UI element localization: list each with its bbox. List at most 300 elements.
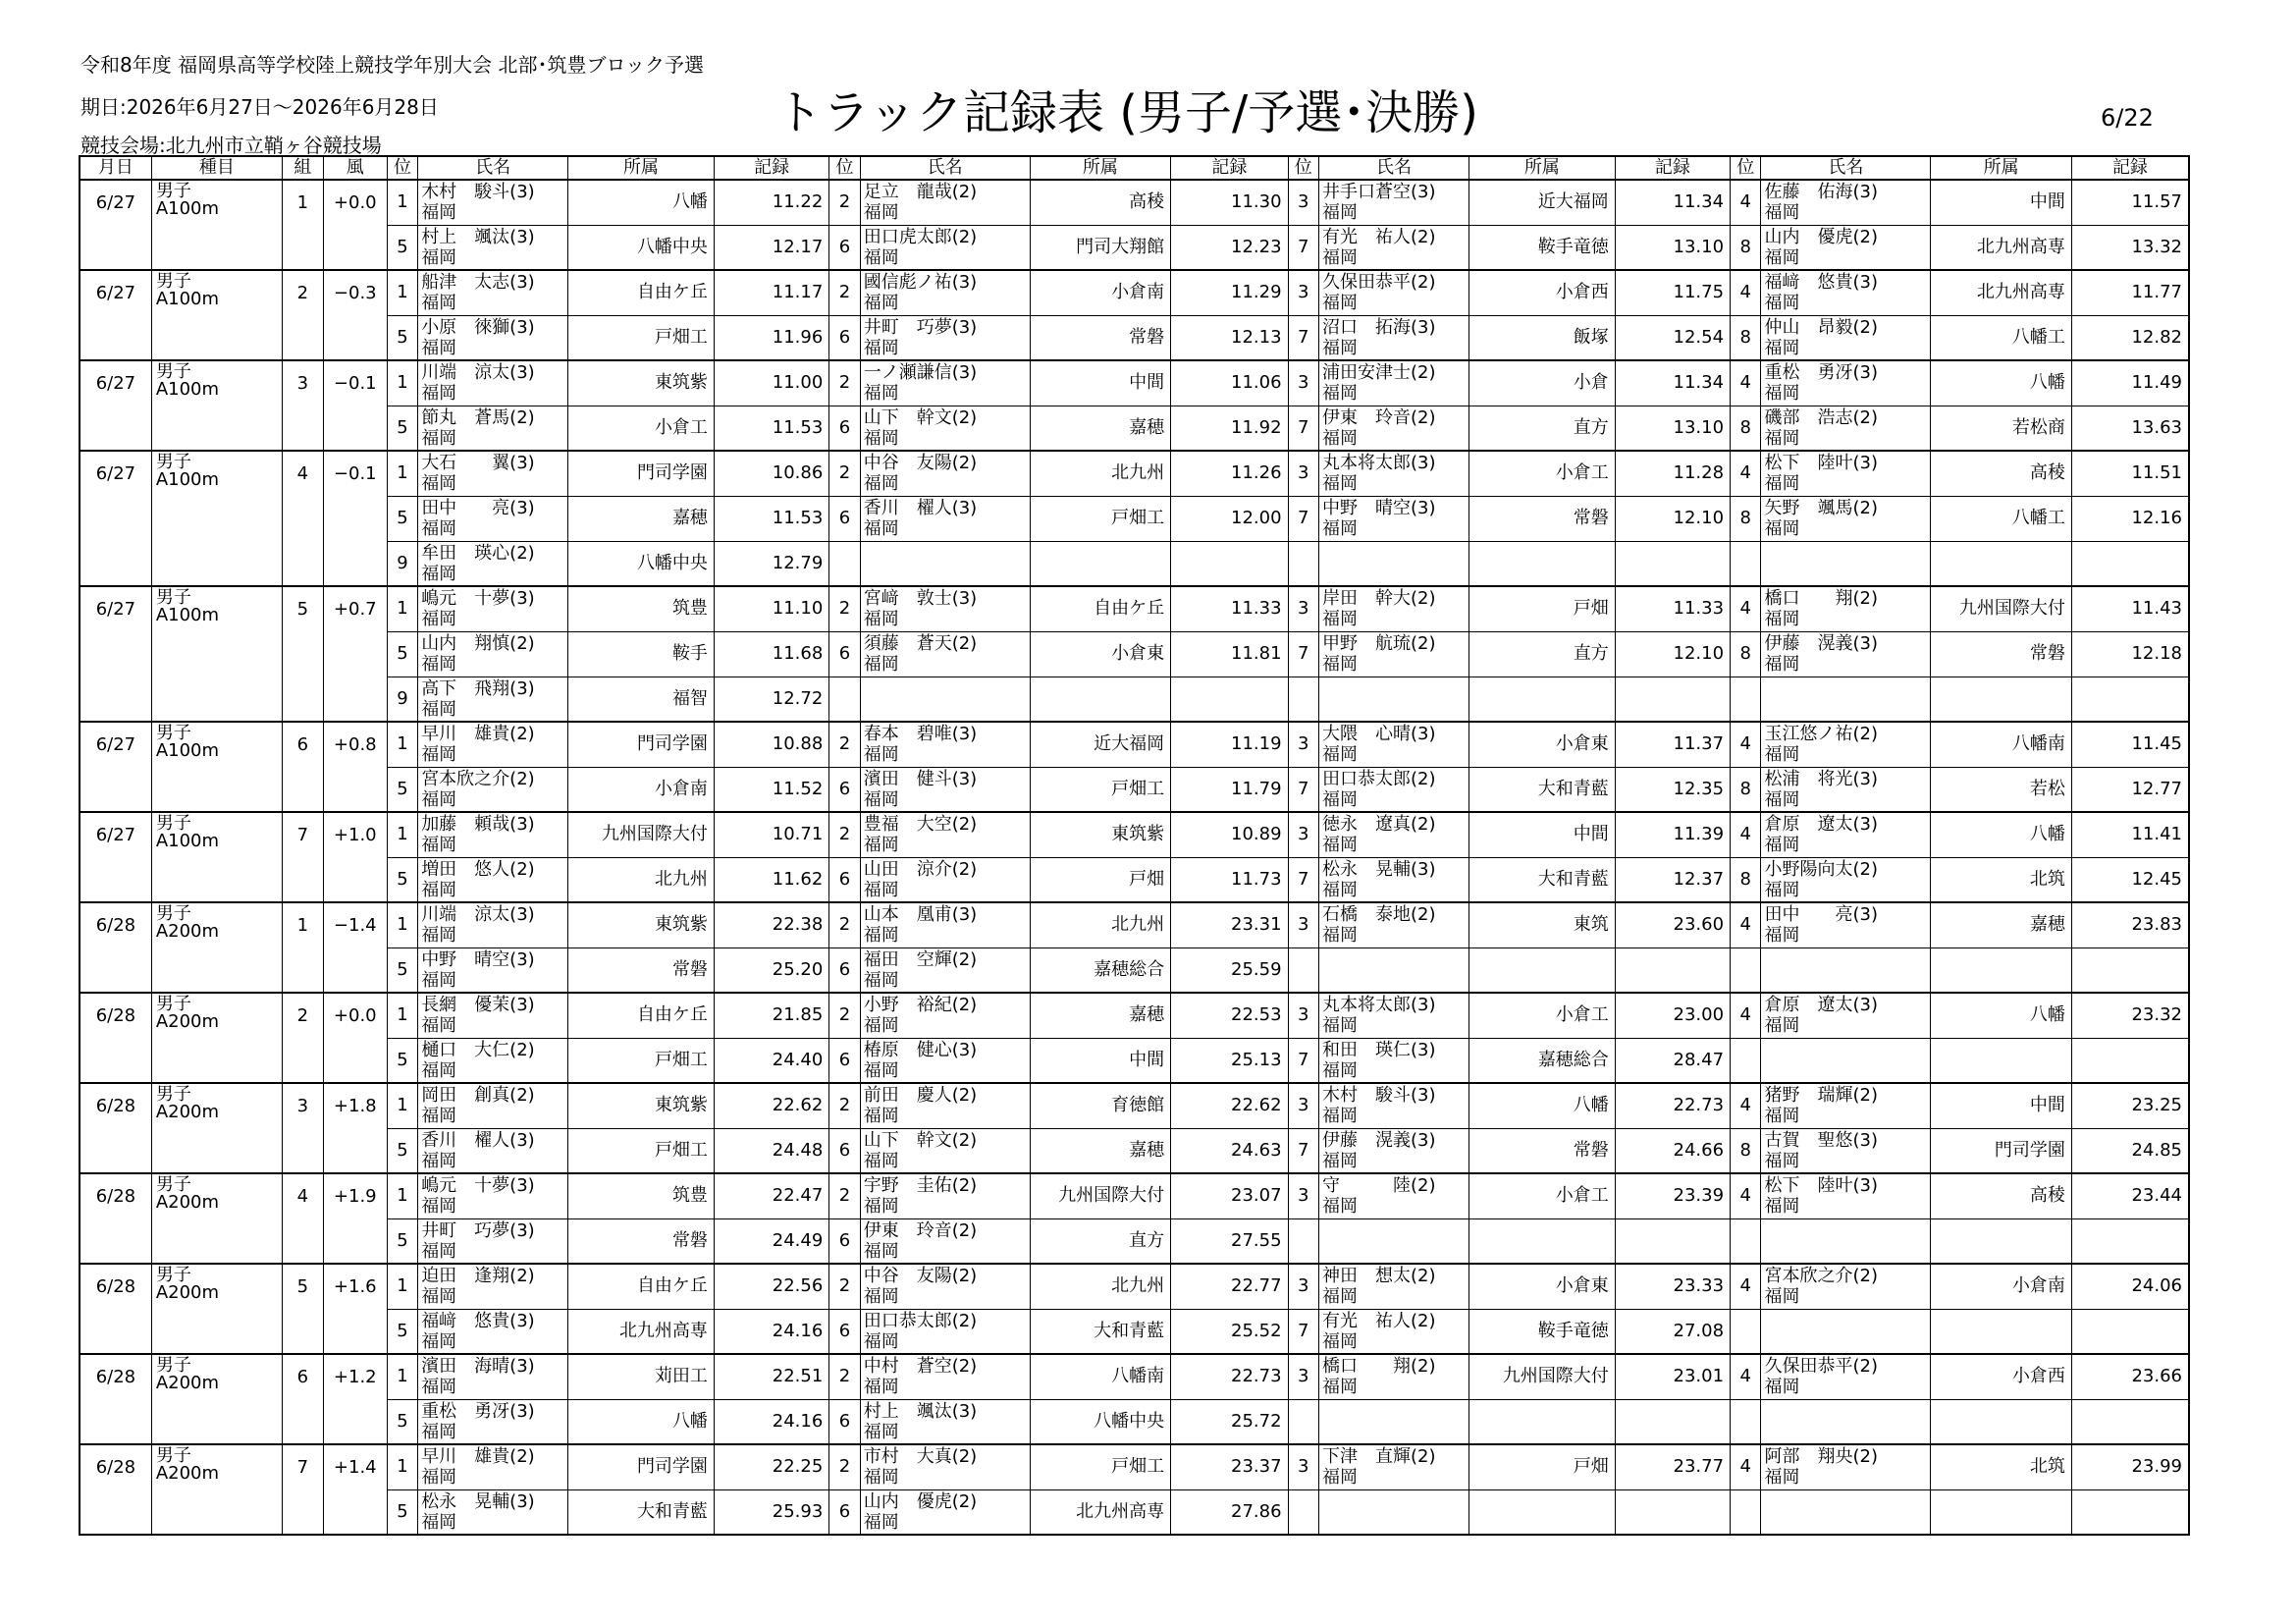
record-cell: 23.00 (1615, 993, 1730, 1038)
place-cell: 4 (1731, 360, 1761, 406)
athlete-cell (418, 1038, 568, 1083)
table-row (80, 1218, 2189, 1264)
athlete-cell (1761, 225, 1931, 270)
table-row (80, 631, 2189, 677)
athlete-cell (418, 1218, 568, 1264)
place-cell: 1 (387, 1264, 417, 1309)
school-cell: 九州国際大付 (1931, 586, 2072, 631)
athlete-name: 伊東 玲音(2) (863, 1219, 978, 1241)
athlete-cell (418, 1309, 568, 1354)
athlete-cell (1761, 1444, 1931, 1489)
athlete-name: 井町 巧夢(3) (421, 1219, 535, 1241)
athlete-prefecture: 福岡 (1764, 744, 1800, 765)
empty-cell (1615, 677, 1730, 722)
athlete-name: 小野陽向太(2) (1764, 858, 1878, 880)
athlete-cell (860, 496, 1030, 541)
wind-cell: +1.0 (323, 812, 387, 902)
place-cell: 2 (829, 1444, 860, 1489)
empty-cell (1030, 677, 1171, 722)
athlete-prefecture: 福岡 (863, 925, 899, 946)
athlete-prefecture: 福岡 (863, 293, 899, 313)
record-cell: 25.13 (1171, 1038, 1288, 1083)
place-cell: 2 (829, 1264, 860, 1309)
event-cell (151, 1173, 282, 1264)
athlete-name: 井手口蒼空(3) (1321, 182, 1436, 202)
empty-cell (1030, 541, 1171, 586)
event-sex: 男子 (155, 181, 191, 201)
athlete-prefecture: 福岡 (863, 835, 899, 855)
record-cell: 24.06 (2071, 1264, 2189, 1309)
school-cell: 戸畑工 (1030, 496, 1171, 541)
athlete-prefecture: 福岡 (1321, 202, 1358, 223)
school-cell: 北九州 (1030, 451, 1171, 496)
empty-cell (1615, 947, 1730, 993)
athlete-prefecture: 福岡 (1321, 788, 1358, 810)
athlete-prefecture: 福岡 (1764, 1286, 1800, 1307)
athlete-name: 倉原 遼太(3) (1764, 995, 1878, 1015)
event-name: A100m (155, 289, 220, 309)
record-cell: 21.85 (714, 993, 828, 1038)
event-name: A100m (155, 379, 220, 400)
record-cell: 11.96 (714, 315, 828, 360)
athlete-prefecture: 福岡 (421, 1467, 457, 1488)
athlete-prefecture: 福岡 (1764, 517, 1800, 539)
record-cell: 11.10 (714, 586, 828, 631)
athlete-cell (860, 1489, 1030, 1535)
place-cell: 4 (1731, 1173, 1761, 1218)
athlete-prefecture: 福岡 (863, 202, 899, 223)
athlete-prefecture: 福岡 (421, 1106, 457, 1126)
place-cell: 1 (387, 722, 417, 767)
school-cell: 大和青藍 (1030, 1309, 1171, 1354)
school-cell: 嘉穂総合 (1468, 1038, 1615, 1083)
athlete-name: 高下 飛翔(3) (421, 677, 535, 699)
record-cell: 12.10 (1615, 631, 1730, 677)
athlete-name: 松下 陸叶(3) (1764, 1175, 1878, 1196)
table-row (80, 812, 2189, 857)
record-cell: 24.85 (2071, 1128, 2189, 1173)
record-cell: 23.99 (2071, 1444, 2189, 1489)
empty-cell (1615, 1399, 1730, 1444)
column-header: 位 (1288, 156, 1318, 180)
athlete-cell (860, 225, 1030, 270)
record-cell: 11.51 (2071, 451, 2189, 496)
athlete-prefecture: 福岡 (1764, 1106, 1800, 1126)
place-cell: 4 (1731, 902, 1761, 947)
athlete-prefecture: 福岡 (1321, 653, 1358, 675)
athlete-cell (1761, 496, 1931, 541)
place-cell: 3 (1288, 586, 1318, 631)
athlete-cell (860, 315, 1030, 360)
event-cell (151, 360, 282, 451)
athlete-cell (418, 857, 568, 902)
athlete-prefecture: 福岡 (1321, 473, 1358, 494)
athlete-cell (418, 451, 568, 496)
athlete-prefecture: 福岡 (863, 1421, 899, 1442)
athlete-prefecture: 福岡 (1764, 1467, 1800, 1488)
place-cell: 4 (1731, 993, 1761, 1038)
school-cell: 八幡 (1931, 812, 2072, 857)
results-table (79, 155, 2190, 1536)
record-cell: 12.82 (2071, 315, 2189, 360)
place-cell: 6 (829, 767, 860, 812)
athlete-prefecture: 福岡 (421, 744, 457, 765)
place-cell: 3 (1288, 812, 1318, 857)
event-name: A100m (155, 605, 220, 625)
athlete-prefecture: 福岡 (421, 1330, 457, 1352)
school-cell: 嘉穂 (568, 496, 715, 541)
athlete-prefecture: 福岡 (863, 383, 899, 404)
place-cell: 6 (829, 1309, 860, 1354)
empty-cell (1171, 677, 1288, 722)
athlete-cell (860, 1083, 1030, 1128)
athlete-name: 井町 巧夢(3) (863, 316, 978, 338)
column-header: 所属 (1931, 156, 2072, 180)
place-cell: 7 (1288, 1128, 1318, 1173)
column-header: 所属 (1468, 156, 1615, 180)
event-cell (151, 722, 282, 812)
meet-title: 令和8年度 福岡県高等学校陸上競技学年別大会 北部･筑豊ブロック予選 (80, 53, 705, 77)
table-row (80, 1264, 2189, 1309)
record-cell: 23.33 (1615, 1264, 1730, 1309)
athlete-name: 香川 櫂人(3) (863, 497, 978, 518)
record-cell: 11.53 (714, 496, 828, 541)
empty-cell (1931, 1399, 2072, 1444)
school-cell: 東筑 (1468, 902, 1615, 947)
record-cell: 10.71 (714, 812, 828, 857)
record-cell: 11.62 (714, 857, 828, 902)
wind-cell: −0.3 (323, 270, 387, 360)
school-cell: 北筑 (1931, 857, 2072, 902)
table-row (80, 1354, 2189, 1399)
athlete-name: 豊福 大空(2) (863, 814, 978, 835)
record-cell: 11.28 (1615, 451, 1730, 496)
athlete-cell (1761, 180, 1931, 225)
record-cell: 24.40 (714, 1038, 828, 1083)
event-name: A200m (155, 1463, 220, 1484)
heat-cell: 4 (282, 1173, 323, 1264)
date-cell: 6/27 (80, 812, 151, 902)
athlete-name: 倉原 遼太(3) (1764, 814, 1878, 835)
athlete-name: 松永 晃輔(3) (421, 1490, 535, 1512)
athlete-cell (860, 451, 1030, 496)
place-cell: 5 (387, 496, 417, 541)
athlete-cell (1318, 767, 1468, 812)
athlete-prefecture: 福岡 (421, 653, 457, 675)
athlete-name: 中村 蒼空(2) (863, 1356, 978, 1377)
school-cell: 飯塚 (1468, 315, 1615, 360)
school-cell: 八幡中央 (568, 225, 715, 270)
athlete-cell (860, 1173, 1030, 1218)
athlete-name: 下津 直輝(2) (1321, 1446, 1436, 1467)
table-row (80, 1128, 2189, 1173)
event-sex: 男子 (155, 994, 191, 1014)
place-cell: 6 (829, 947, 860, 993)
athlete-prefecture: 福岡 (863, 517, 899, 539)
athlete-prefecture: 福岡 (1764, 383, 1800, 404)
athlete-name: 山内 優虎(2) (863, 1490, 978, 1512)
athlete-prefecture: 福岡 (421, 698, 457, 720)
table-row (80, 1489, 2189, 1535)
empty-cell (1931, 541, 2072, 586)
place-cell: 7 (1288, 225, 1318, 270)
school-cell: 八幡中央 (1030, 1399, 1171, 1444)
school-cell: 常磐 (1030, 315, 1171, 360)
school-cell: 北九州 (1030, 902, 1171, 947)
place-cell: 2 (829, 180, 860, 225)
school-cell: 自由ケ丘 (568, 993, 715, 1038)
school-cell: 嘉穂 (1931, 902, 2072, 947)
column-header: 氏名 (1761, 156, 1931, 180)
athlete-cell (1318, 225, 1468, 270)
athlete-prefecture: 福岡 (1764, 1196, 1800, 1217)
date-cell: 6/28 (80, 1083, 151, 1173)
record-cell: 13.63 (2071, 406, 2189, 451)
record-cell: 12.17 (714, 225, 828, 270)
school-cell: 大和青藍 (1468, 857, 1615, 902)
table-row (80, 1173, 2189, 1218)
athlete-name: 徳永 遼真(2) (1321, 814, 1436, 835)
athlete-name: 小野 裕紀(2) (863, 995, 978, 1015)
empty-cell (2071, 1399, 2189, 1444)
school-cell: 自由ケ丘 (568, 1264, 715, 1309)
athlete-prefecture: 福岡 (1764, 293, 1800, 313)
empty-cell (860, 677, 1030, 722)
athlete-prefecture: 福岡 (1321, 925, 1358, 946)
table-row (80, 315, 2189, 360)
athlete-name: 有光 祐人(2) (1321, 226, 1436, 247)
record-cell: 12.23 (1171, 225, 1288, 270)
place-cell: 8 (1731, 406, 1761, 451)
place-cell: 5 (387, 1038, 417, 1083)
athlete-prefecture: 福岡 (1764, 1150, 1800, 1171)
athlete-cell (1318, 631, 1468, 677)
athlete-cell (1318, 1038, 1468, 1083)
place-cell: 2 (829, 360, 860, 406)
table-row (80, 857, 2189, 902)
empty-cell (860, 541, 1030, 586)
date-cell: 6/27 (80, 451, 151, 586)
place-cell: 3 (1288, 1173, 1318, 1218)
school-cell: 八幡 (568, 1399, 715, 1444)
record-cell: 27.55 (1171, 1218, 1288, 1264)
athlete-cell (860, 180, 1030, 225)
school-cell: 小倉南 (568, 767, 715, 812)
athlete-prefecture: 福岡 (1321, 1286, 1358, 1307)
athlete-name: 久保田恭平(2) (1321, 272, 1436, 293)
column-header: 氏名 (1318, 156, 1468, 180)
record-cell: 24.66 (1615, 1128, 1730, 1173)
heat-cell: 2 (282, 270, 323, 360)
athlete-name: 中野 晴空(3) (1321, 497, 1436, 518)
empty-cell (1761, 947, 1931, 993)
school-cell: 中間 (1931, 1083, 2072, 1128)
record-cell: 25.20 (714, 947, 828, 993)
place-cell: 5 (387, 1399, 417, 1444)
athlete-name: 宮﨑 敦士(3) (863, 588, 978, 609)
wind-cell: +0.7 (323, 586, 387, 722)
athlete-prefecture: 福岡 (421, 1286, 457, 1307)
place-cell: 3 (1288, 1264, 1318, 1309)
athlete-cell (860, 1264, 1030, 1309)
athlete-prefecture: 福岡 (1321, 246, 1358, 268)
event-sex: 男子 (155, 1445, 191, 1466)
school-cell: 小倉 (1468, 360, 1615, 406)
athlete-name: 小原 徠獅(3) (421, 316, 535, 338)
athlete-cell (418, 406, 568, 451)
empty-cell (1731, 541, 1761, 586)
event-name: A100m (155, 469, 220, 490)
heat-cell: 7 (282, 812, 323, 902)
place-cell: 6 (829, 496, 860, 541)
empty-cell (1731, 677, 1761, 722)
athlete-prefecture: 福岡 (421, 427, 457, 449)
empty-cell (829, 677, 860, 722)
athlete-prefecture: 福岡 (421, 1196, 457, 1217)
event-sex: 男子 (155, 1265, 191, 1285)
date-cell: 6/27 (80, 180, 151, 270)
place-cell: 2 (829, 722, 860, 767)
school-cell: 若松 (1931, 767, 2072, 812)
school-cell: 北九州高専 (1931, 225, 2072, 270)
place-cell: 3 (1288, 1444, 1318, 1489)
school-cell: 小倉南 (1931, 1264, 2072, 1309)
place-cell: 6 (829, 315, 860, 360)
record-cell: 10.88 (714, 722, 828, 767)
athlete-prefecture: 福岡 (421, 246, 457, 268)
record-cell: 11.57 (2071, 180, 2189, 225)
table-row (80, 180, 2189, 225)
place-cell: 9 (387, 677, 417, 722)
empty-cell (1468, 1489, 1615, 1535)
record-cell: 12.79 (714, 541, 828, 586)
event-cell (151, 1083, 282, 1173)
athlete-name: 節丸 蒼馬(2) (421, 406, 535, 428)
athlete-prefecture: 福岡 (421, 925, 457, 946)
athlete-name: 長網 優茉(3) (421, 995, 535, 1015)
wind-cell: +0.0 (323, 180, 387, 270)
athlete-cell (418, 677, 568, 722)
school-cell: 小倉工 (1468, 1173, 1615, 1218)
athlete-prefecture: 福岡 (1321, 1377, 1358, 1397)
athlete-cell (860, 857, 1030, 902)
school-cell: 東筑紫 (568, 360, 715, 406)
school-cell: 戸畑工 (568, 1128, 715, 1173)
empty-cell (1731, 947, 1761, 993)
record-cell: 22.53 (1171, 993, 1288, 1038)
athlete-cell (1318, 812, 1468, 857)
athlete-cell (860, 586, 1030, 631)
empty-cell (1318, 541, 1468, 586)
empty-cell (1761, 1399, 1931, 1444)
empty-cell (1615, 541, 1730, 586)
record-cell: 11.52 (714, 767, 828, 812)
record-cell: 10.86 (714, 451, 828, 496)
place-cell: 8 (1731, 857, 1761, 902)
heat-cell: 5 (282, 586, 323, 722)
school-cell: 北九州 (1030, 1264, 1171, 1309)
athlete-prefecture: 福岡 (1321, 337, 1358, 358)
athlete-cell (1318, 315, 1468, 360)
empty-cell (1318, 1399, 1468, 1444)
column-header: 位 (387, 156, 417, 180)
table-row (80, 993, 2189, 1038)
record-cell: 10.89 (1171, 812, 1288, 857)
heat-cell: 4 (282, 451, 323, 586)
school-cell: 戸畑工 (1030, 767, 1171, 812)
athlete-name: 松下 陸叶(3) (1764, 453, 1878, 473)
athlete-cell (418, 541, 568, 586)
athlete-prefecture: 福岡 (421, 473, 457, 494)
athlete-name: 増田 悠人(2) (421, 858, 535, 880)
athlete-cell (860, 1444, 1030, 1489)
athlete-name: 一ノ瀬謙信(3) (863, 362, 978, 383)
empty-cell (1318, 1218, 1468, 1264)
place-cell: 6 (829, 1218, 860, 1264)
place-cell: 2 (829, 586, 860, 631)
athlete-prefecture: 福岡 (1321, 427, 1358, 449)
athlete-name: 濱田 健斗(3) (863, 768, 978, 789)
record-cell: 27.86 (1171, 1489, 1288, 1535)
athlete-prefecture: 福岡 (863, 1150, 899, 1171)
athlete-prefecture: 福岡 (863, 1377, 899, 1397)
record-cell: 12.77 (2071, 767, 2189, 812)
record-cell: 12.13 (1171, 315, 1288, 360)
wind-cell: +1.4 (323, 1444, 387, 1535)
empty-cell (2071, 541, 2189, 586)
athlete-name: 村上 颯汰(3) (421, 226, 535, 247)
athlete-prefecture: 福岡 (1764, 337, 1800, 358)
event-cell (151, 586, 282, 722)
school-cell: 八幡南 (1030, 1354, 1171, 1399)
empty-cell (1318, 677, 1468, 722)
athlete-name: 神田 想太(2) (1321, 1266, 1436, 1286)
empty-cell (1731, 1399, 1761, 1444)
athlete-cell (418, 1489, 568, 1535)
meet-dates: 期日:2026年6月27日～2026年6月28日 (80, 95, 439, 119)
event-name: A200m (155, 1373, 220, 1393)
athlete-prefecture: 福岡 (1764, 427, 1800, 449)
school-cell: 常磐 (1931, 631, 2072, 677)
place-cell: 3 (1288, 902, 1318, 947)
page-title: トラック記録表 (男子/予選･決勝) (775, 85, 1478, 140)
column-header: 月日 (80, 156, 151, 180)
record-cell: 11.30 (1171, 180, 1288, 225)
athlete-cell (418, 586, 568, 631)
event-sex: 男子 (155, 813, 191, 834)
athlete-name: 木村 駿斗(3) (421, 182, 535, 202)
record-cell: 23.37 (1171, 1444, 1288, 1489)
empty-cell (1615, 1218, 1730, 1264)
event-sex: 男子 (155, 452, 191, 472)
record-cell: 23.60 (1615, 902, 1730, 947)
table-row (80, 541, 2189, 586)
athlete-prefecture: 福岡 (863, 1059, 899, 1081)
date-cell: 6/28 (80, 1173, 151, 1264)
athlete-cell (1761, 767, 1931, 812)
column-header: 組 (282, 156, 323, 180)
athlete-name: 山下 幹文(2) (863, 406, 978, 428)
event-cell (151, 1264, 282, 1354)
empty-cell (1615, 1489, 1730, 1535)
athlete-prefecture: 福岡 (1321, 1196, 1358, 1217)
date-cell: 6/27 (80, 586, 151, 722)
column-header: 氏名 (860, 156, 1030, 180)
athlete-name: 田口恭太郎(2) (1321, 768, 1436, 789)
school-cell: 嘉穂総合 (1030, 947, 1171, 993)
table-row (80, 767, 2189, 812)
school-cell: 小倉東 (1468, 722, 1615, 767)
